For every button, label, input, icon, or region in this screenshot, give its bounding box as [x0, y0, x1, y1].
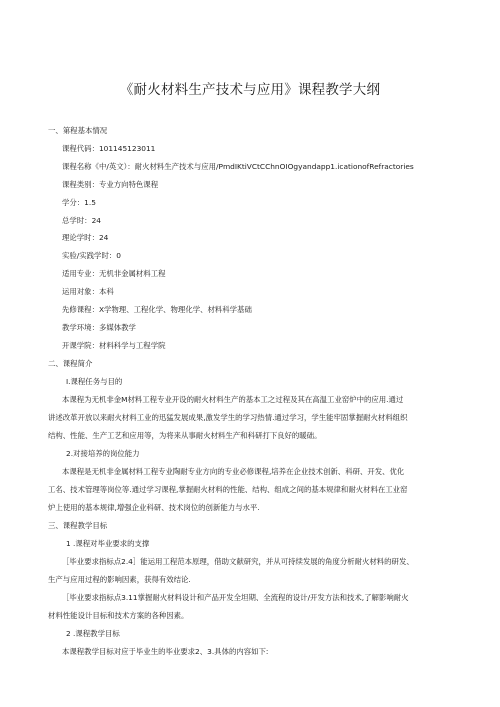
field-prerequisites: 先修课程：X学物理、工程化学、物理化学、材料科学基础	[62, 305, 252, 314]
field-course-name: 课程名称《中/英文）：耐火材料生产技术与应用/PmdIKtiVCtCChnOIOgyandapp1.icationofRefractories	[62, 162, 414, 171]
subsection-heading: 2.对接培养的岗位能力	[66, 449, 140, 458]
field-credits: 学分：1.5	[62, 198, 96, 207]
paragraph-line: 本课程教学目标对应于毕业生的毕业要求2、3.具体的内容如下:	[62, 647, 269, 656]
field-environment: 教学环境：多媒体教学	[62, 323, 136, 332]
field-major: 适用专业：无机非金属材料工程	[62, 269, 166, 278]
subsection-heading: 1 .课程对毕业要求的支撑	[66, 539, 150, 548]
paragraph-line: 本课程为无机非金M材料工程专业开设的耐火材料生产的基本工之过程及其在高温工业窑炉中的应用.通过	[62, 395, 404, 404]
paragraph-line: 材料性能设计目标和技术方案的各种因素。	[48, 611, 189, 620]
field-college: 开课学院：材料科学与工程学院	[62, 341, 166, 350]
subsection-heading: 2 .课程教学目标	[66, 629, 120, 638]
section-heading: 三、课程教学目标	[48, 521, 108, 530]
paragraph-line: 讲述改革开放以来耐火材料工业的迅猛发展成果,激发学生的学习热情.通过学习，学生能牢固掌握耐火材料组织	[48, 413, 408, 422]
document-title: 《耐火材料生产技术与应用》课程教学大纲	[119, 82, 381, 98]
section-heading: 一、第程基本情况	[48, 126, 108, 135]
paragraph-line: ［毕业要求指标点2.4］能运用工程范本原理，借助文献研究，并从可持续发展的角度分析耐火材料的研发、	[62, 557, 414, 566]
field-course-category: 课程类别：专业方向特色课程	[62, 180, 159, 189]
field-total-hours: 总学时：24	[62, 216, 101, 225]
field-course-code: 课程代码：101145123011	[62, 144, 156, 153]
subsection-heading: I.课程任务与目的	[66, 377, 123, 386]
field-theory-hours: 理论学时：24	[62, 233, 109, 242]
field-lab-hours: 实验/实践学时：0	[62, 251, 121, 260]
paragraph-line: 结构、性能、生产工艺和应用等，为将来从事耐火材料生产和科研打下良好的暖础。	[48, 431, 322, 440]
paragraph-line: 生产与应用过程的影响因素，获得有效结论.	[48, 575, 191, 584]
paragraph-line: 本课程是无机非金属材料工程专业陶耐专业方向的专业必修课程,培养在企业技术创新、科研、开发、优化	[62, 467, 405, 476]
paragraph-line: 工名、技术管理等岗位等.通过学习课程,掌握耐火材料的性能、结构、组成之间的基本规律和耐火材料在工业窑	[48, 485, 408, 494]
field-target: 运用对象：本科	[62, 287, 114, 296]
paragraph-line: ［毕业要求指标点3.11掌握耐火材料设计和产品开发全坦期、全流程的设计/开发方法和技术,了解影响耐火	[62, 593, 409, 602]
section-heading: 二、课程简介	[48, 359, 93, 368]
paragraph-line: 炉上使用的基本规律,增强企业科研、技术岗位的创新能力与水平.	[48, 503, 260, 512]
